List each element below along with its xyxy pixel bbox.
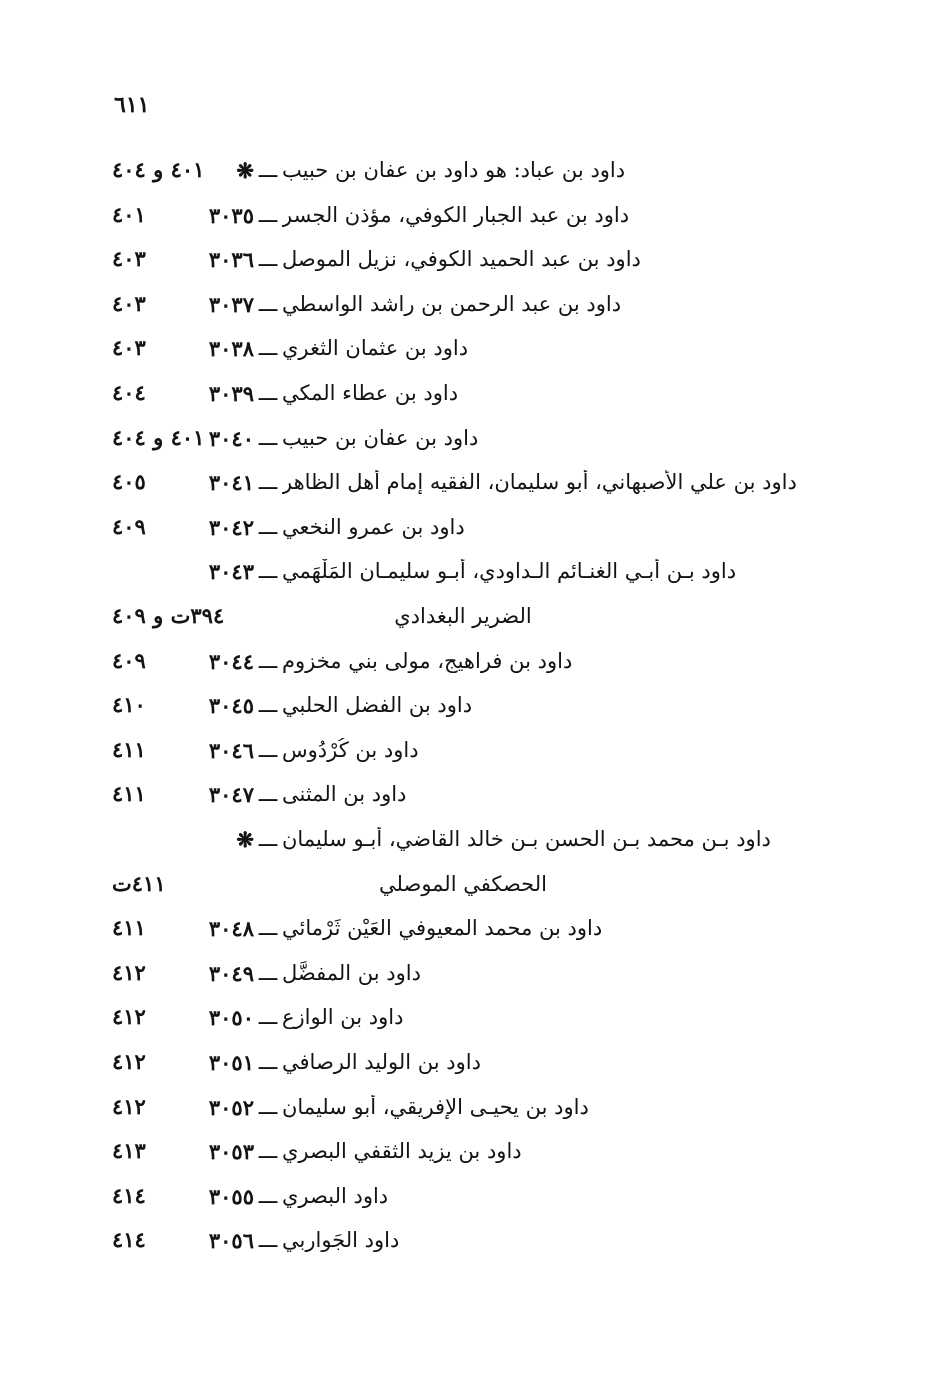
entry-dash: ـــ: [258, 1050, 278, 1074]
entry-dash: ـــ: [258, 649, 278, 673]
entry-number: ٣٠٣٦: [208, 246, 254, 272]
entry-name: داود البصري: [282, 1184, 389, 1208]
entry-text: [192, 1131, 832, 1171]
entry-pages: ٤١٤: [112, 1183, 146, 1208]
entry-text: [192, 685, 832, 725]
entry-number: ٣٠٥٢: [208, 1094, 254, 1120]
entry-number: ٣٠٤١: [208, 469, 254, 495]
entry-text: [192, 997, 832, 1037]
entry-dash: ـــ: [258, 1095, 278, 1119]
entry-name: داود بن عمرو النخعي: [282, 515, 465, 539]
entry-dash: ـــ: [258, 1139, 278, 1163]
index-entry: [0, 685, 926, 725]
entry-text: [192, 418, 832, 458]
entry-number: ٣٠٤٠: [208, 425, 254, 451]
index-entry: [0, 328, 926, 368]
entry-pages: ٤١٠: [112, 692, 146, 717]
entry-text: [192, 1220, 832, 1260]
entry-number: ٣٠٤٥: [208, 692, 254, 718]
index-entry: [0, 1131, 926, 1171]
entry-name: داود بن عطاء المكي: [282, 381, 459, 405]
index-entry: [0, 819, 926, 859]
continuation-row: [0, 596, 926, 636]
entry-text: [192, 774, 832, 814]
entry-dash: ـــ: [258, 738, 278, 762]
entry-dash: ـــ: [258, 782, 278, 806]
index-entry: [0, 908, 926, 948]
entry-name: داود بن عبد الجبار الكوفي، مؤذن الجسر: [282, 203, 630, 227]
entry-pages: ٤٠١: [112, 202, 146, 227]
entry-dash: ـــ: [258, 693, 278, 717]
entry-dash: ـــ: [258, 1228, 278, 1252]
index-entry: [0, 507, 926, 547]
entry-pages: ٤١١: [112, 915, 146, 940]
entry-continuation: الضرير البغدادي: [394, 604, 532, 628]
entry-pages: ٤١٢: [112, 960, 146, 985]
entry-number: ٣٠٥٣: [208, 1138, 254, 1164]
entry-dash: ـــ: [258, 336, 278, 360]
entry-name: داود بـن محمد بـن الحسن بـن خالد القاضي، أبـو سليمان: [282, 827, 771, 851]
index-entry: [0, 462, 926, 502]
entry-text: [192, 1087, 832, 1127]
entry-number: ٣٠٤٦: [208, 737, 254, 763]
entry-name: داود بـن أبـي الغنـائم الـداودي، أبـو سليمـان المَلْهَمي: [282, 559, 737, 583]
index-entry: [0, 730, 926, 770]
entry-text: [192, 284, 832, 324]
entry-pages: ٤١٢: [112, 1004, 146, 1029]
entry-dash: ـــ: [258, 292, 278, 316]
index-entry: [0, 1176, 926, 1216]
entry-number: ٣٠٥١: [208, 1049, 254, 1075]
entry-dash: ـــ: [258, 203, 278, 227]
entry-pages: ٤١١ت: [112, 871, 166, 896]
entry-continuation: الحصكفي الموصلي: [379, 872, 547, 896]
entry-name: داود بن عبد الرحمن بن راشد الواسطي: [282, 292, 622, 316]
entry-number: ٣٠٤٨: [208, 915, 254, 941]
entry-text: [192, 195, 832, 235]
entry-dash: ـــ: [258, 1005, 278, 1029]
entry-number: ٣٠٤٢: [208, 514, 254, 540]
entry-text: [192, 507, 832, 547]
entry-dash: ـــ: [258, 515, 278, 539]
entry-name: داود بن يزيد الثقفي البصري: [282, 1139, 522, 1163]
page-number: ٦١١: [114, 92, 150, 118]
entry-number: ٣٠٣٩: [208, 380, 254, 406]
entry-text: [192, 373, 832, 413]
entry-pages: ٤١٤: [112, 1227, 146, 1252]
index-entry: [0, 774, 926, 814]
entry-pages: ٤٠١ و ٤٠٤: [112, 157, 205, 182]
entry-name: داود بن عباد: هو داود بن عفان بن حبيب: [282, 158, 626, 182]
entry-name: داود بن عثمان الثغري: [282, 336, 469, 360]
entry-pages: ٤١٣: [112, 1138, 146, 1163]
entry-name: داود بن عفان بن حبيب: [282, 426, 479, 450]
entry-name: داود بن عبد الحميد الكوفي، نزيل الموصل: [282, 247, 641, 271]
entry-name: داود بن يحيـى الإفريقي، أبو سليمان: [282, 1095, 589, 1119]
index-entry: [0, 195, 926, 235]
entry-pages: ٤٠٩: [112, 648, 146, 673]
entry-dash: ـــ: [258, 470, 278, 494]
index-entry: [0, 1220, 926, 1260]
entry-number: ٣٠٥٦: [208, 1227, 254, 1253]
entry-name: داود الجَوارِبي: [282, 1228, 400, 1252]
entry-text: [192, 1042, 832, 1082]
entry-name: داود بن محمد المعيوفي العَيْن ثَرْمائي: [282, 916, 603, 940]
entry-pages: ٣٩٤ت و ٤٠٩: [112, 603, 225, 628]
asterisk-marker: ❋: [236, 826, 254, 852]
entry-dash: ـــ: [258, 381, 278, 405]
entry-number: ٣٠٥٠: [208, 1004, 254, 1030]
entry-text: [192, 328, 832, 368]
entry-text: [192, 462, 832, 502]
entry-pages: ٤٠٣: [112, 246, 146, 271]
entry-pages: ٤١٢: [112, 1049, 146, 1074]
index-entry: [0, 641, 926, 681]
entry-name: داود بن الفضل الحلبي: [282, 693, 473, 717]
entry-pages: ٤١٢: [112, 1094, 146, 1119]
entry-dash: ـــ: [258, 158, 278, 182]
entry-number: ٣٠٤٤: [208, 648, 254, 674]
entry-name: داود بن المثنى: [282, 782, 407, 806]
entry-dash: ـــ: [258, 1184, 278, 1208]
index-entry: [0, 1087, 926, 1127]
entry-pages: ٤١١: [112, 737, 146, 762]
entry-text: [192, 953, 832, 993]
entry-dash: ـــ: [258, 916, 278, 940]
entry-number: ٣٠٥٥: [208, 1183, 254, 1209]
index-entry: [0, 953, 926, 993]
entry-text: [192, 908, 832, 948]
entry-pages: ٤٠٥: [112, 469, 146, 494]
entry-pages: ٤٠٣: [112, 291, 146, 316]
entry-pages: ٤٠١ و ٤٠٤: [112, 425, 205, 450]
entry-dash: ـــ: [258, 827, 278, 851]
entry-text: [192, 819, 832, 859]
entry-pages: ٤٠٩: [112, 514, 146, 539]
entry-dash: ـــ: [258, 961, 278, 985]
entry-pages: ٤٠٤: [112, 380, 146, 405]
entry-text: [192, 641, 832, 681]
entry-pages: ٤٠٣: [112, 335, 146, 360]
entry-name: داود بن الوازع: [282, 1005, 404, 1029]
asterisk-marker: ❋: [236, 157, 254, 183]
index-entry: [0, 1042, 926, 1082]
entry-name: داود بن علي الأصبهاني، أبو سليمان، الفقيه إمام أهل الظاهر: [282, 470, 797, 494]
index-entry: [0, 551, 926, 591]
entry-dash: ـــ: [258, 559, 278, 583]
entry-number: ٣٠٤٧: [208, 781, 254, 807]
index-entry: [0, 997, 926, 1037]
entry-name: داود بن كُرْدُوس: [282, 738, 419, 762]
entry-text: [192, 730, 832, 770]
entry-number: ٣٠٣٨: [208, 335, 254, 361]
entry-text: [192, 150, 832, 190]
index-entry: [0, 284, 926, 324]
entry-number: ٣٠٤٩: [208, 960, 254, 986]
entry-name: داود بن الوليد الرصافي: [282, 1050, 481, 1074]
index-entry: [0, 150, 926, 190]
entry-dash: ـــ: [258, 426, 278, 450]
entry-number: ٣٠٣٧: [208, 291, 254, 317]
entry-text: [192, 239, 832, 279]
entry-dash: ـــ: [258, 247, 278, 271]
continuation-row: [0, 864, 926, 904]
index-entry: [0, 373, 926, 413]
entry-text: [192, 551, 832, 591]
entry-number: ٣٠٤٣: [208, 558, 254, 584]
entry-number: ٣٠٣٥: [208, 202, 254, 228]
index-entry: [0, 418, 926, 458]
index-entry: [0, 239, 926, 279]
entry-name: داود بن فراهيج، مولى بني مخزوم: [282, 649, 573, 673]
entry-pages: ٤١١: [112, 781, 146, 806]
entry-name: داود بن المفضَّل: [282, 961, 421, 985]
entry-text: [192, 1176, 832, 1216]
